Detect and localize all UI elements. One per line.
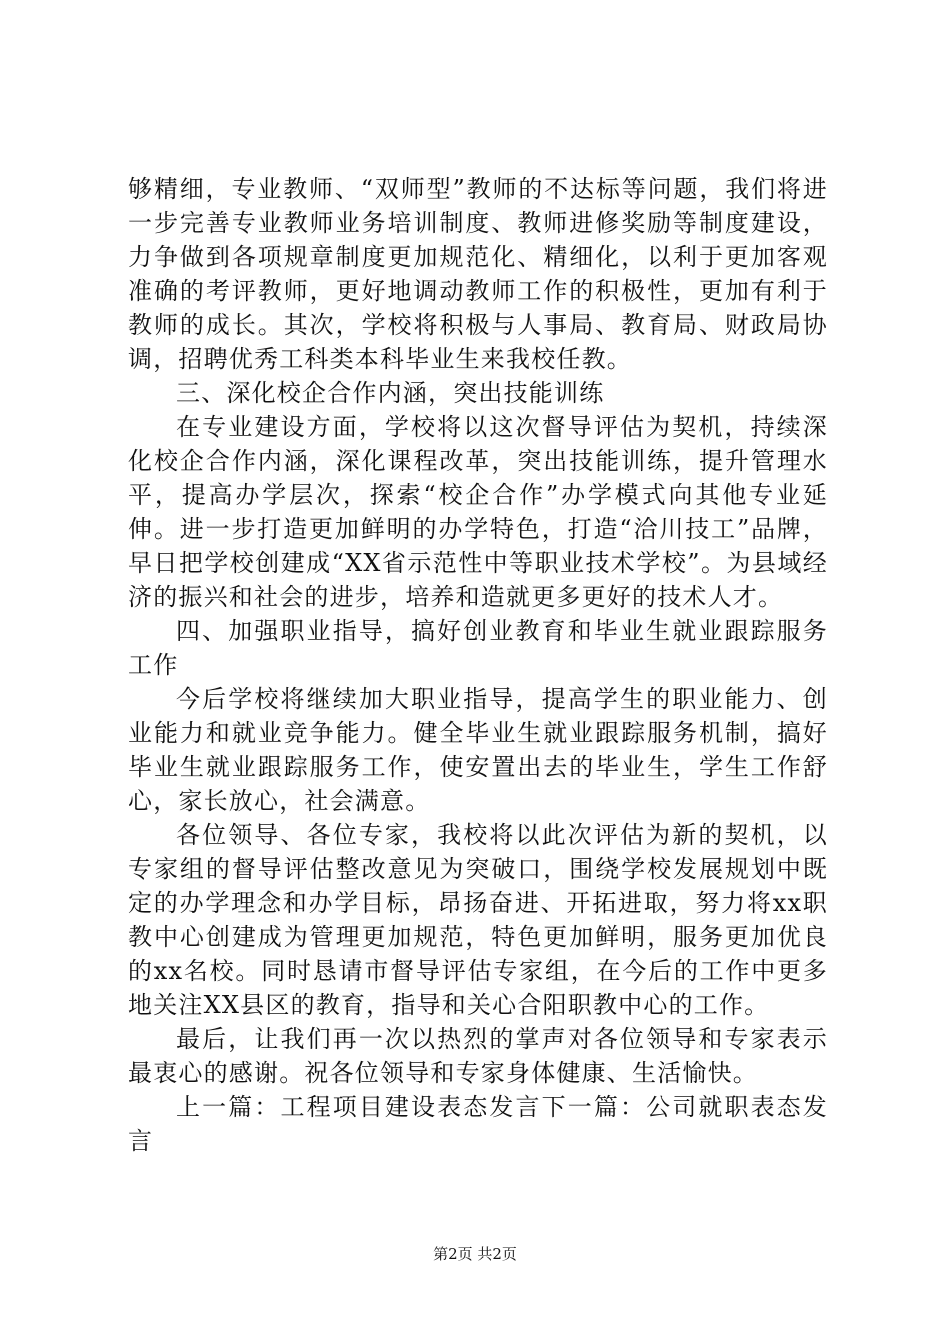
heading-section-four: 四、加强职业指导，搞好创业教育和毕业生就业跟踪服务工作 <box>128 617 828 679</box>
paragraph-closing: 最后，让我们再一次以热烈的掌声对各位领导和专家表示最衷心的感谢。祝各位领导和专家身体健康、生活愉快。 <box>128 1025 828 1087</box>
paragraph-school-enterprise: 在专业建设方面，学校将以这次督导评估为契机，持续深化校企合作内涵，深化课程改革，突出技能训练，提升管理水平，提高办学层次，探索“校企合作”办学模式向其他专业延伸。进一步打造更加鲜明的办学特色，打造“洽川技工”品牌，早日把学校创建成“XX省示范性中等职业技术学校”。为县域经济的振兴和社会的进步，培养和造就更多更好的技术人才。 <box>128 413 828 611</box>
prev-next-links[interactable]: 上一篇：工程项目建设表态发言下一篇：公司就职表态发言 <box>128 1093 828 1155</box>
paragraph-career-guidance: 今后学校将继续加大职业指导，提高学生的职业能力、创业能力和就业竞争能力。健全毕业生就业跟踪服务机制，搞好毕业生就业跟踪服务工作，使安置出去的毕业生，学生工作舒心，家长放心，社会满意。 <box>128 685 828 815</box>
heading-section-three: 三、深化校企合作内涵，突出技能训练 <box>176 379 605 407</box>
document-body <box>128 172 828 1158</box>
paragraph-commitment: 各位领导、各位专家，我校将以此次评估为新的契机，以专家组的督导评估整改意见为突破口，围绕学校发展规划中既定的办学理念和办学目标，昂扬奋进、开拓进取，努力将xx职教中心创建成为管理更加规范，特色更加鲜明，服务更加优良的xx名校。同时恳请市督导评估专家组，在今后的工作中更多地关注XX县区的教育，指导和关心合阳职教中心的工作。 <box>128 821 828 1019</box>
paragraph-teacher-training: 够精细，专业教师、“双师型”教师的不达标等问题，我们将进一步完善专业教师业务培训制度、教师进修奖励等制度建设，力争做到各项规章制度更加规范化、精细化，以利于更加客观准确的考评教师，更好地调动教师工作的积极性，更加有利于教师的成长。其次，学校将积极与人事局、教育局、财政局协调，招聘优秀工科类本科毕业生来我校任教。 <box>128 175 828 373</box>
page-number-footer: 第2页 共2页 <box>433 1245 517 1263</box>
